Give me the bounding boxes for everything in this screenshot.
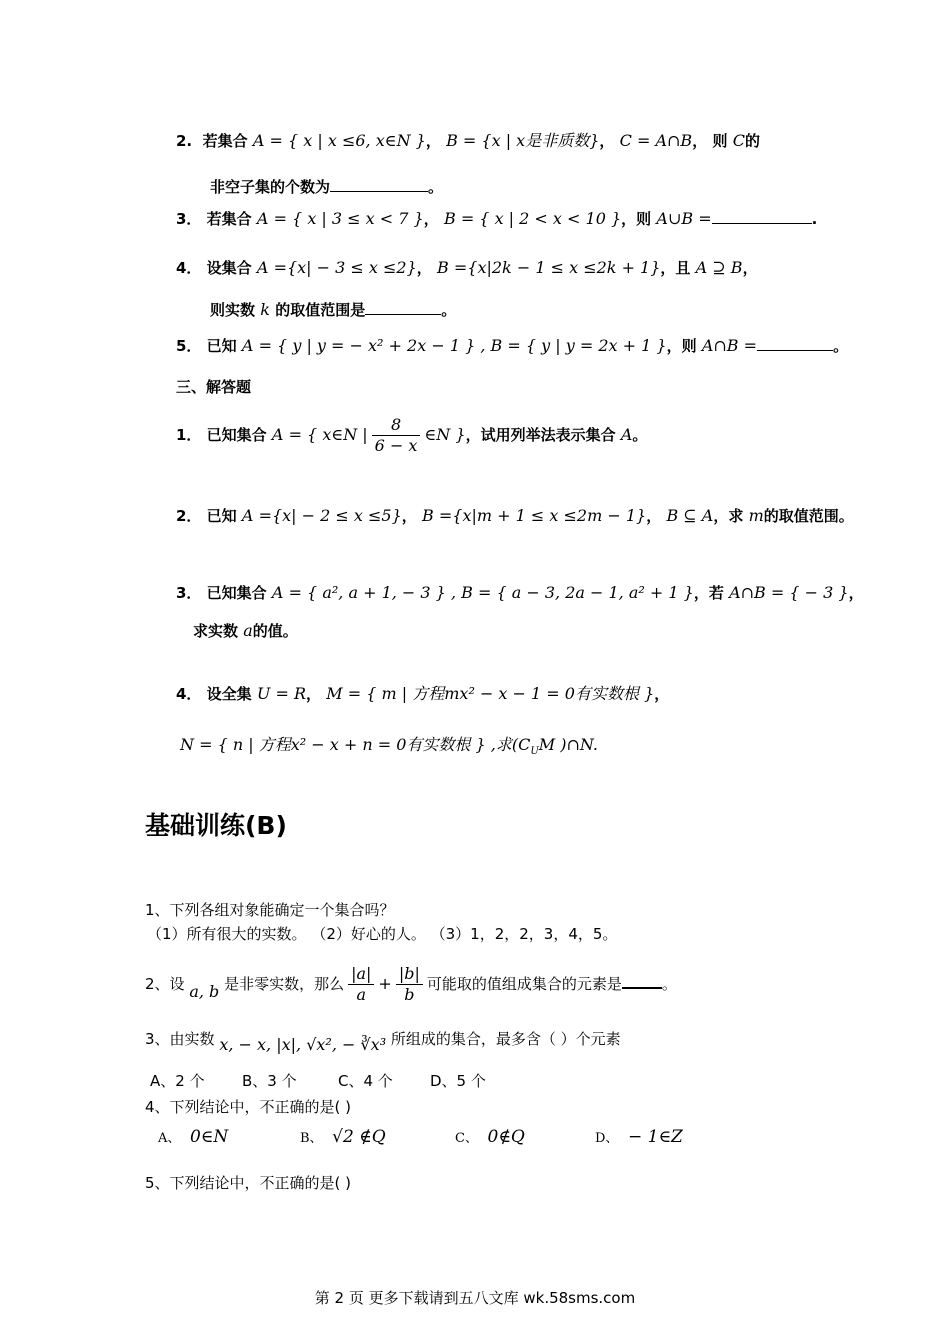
punct: 。 [833, 337, 849, 355]
q-text: 非空子集的个数为 [210, 178, 331, 196]
intersect-expr: A∩B = [701, 336, 758, 355]
sep: ，则 [666, 337, 697, 355]
q-lead: 设集合 [206, 259, 252, 277]
sep: ， [742, 259, 758, 277]
q-text: 2、设 [145, 975, 185, 993]
basic-q3-options [150, 1070, 486, 1092]
sep: ， [654, 685, 670, 703]
option-label: B、 [300, 1131, 323, 1146]
q-lead: 若集合 [206, 210, 252, 228]
option-c[interactable]: C、4 个 [338, 1072, 393, 1090]
fraction-a [348, 964, 374, 1005]
set-a-expr: A = { x | 3 ≤ x < 7 } [256, 209, 424, 228]
page-footer: 第 2 页 更多下载请到五八文库 wk.58sms.com [314, 1289, 636, 1307]
set-b-expr: B = { x | 2 < x < 10 } [443, 209, 622, 228]
basic-q1: 1、下列各组对象能确定一个集合吗？ [145, 901, 395, 919]
var-c: C [732, 131, 745, 150]
option-label: D、 [595, 1131, 619, 1146]
vars-expr: a, b [189, 982, 220, 1001]
sep: ，且 [660, 259, 691, 277]
set-a-expr-end: ∈N } [424, 425, 466, 444]
q-number: 5． [176, 337, 202, 355]
set-n-expr: N = { n | 方程x² − x + n = 0有实数根 } [180, 735, 486, 754]
fill-q4 [176, 257, 758, 279]
punct: . [811, 210, 818, 228]
q-text: 的取值范围。 [763, 507, 854, 525]
q-text: 3、由实数 [145, 1030, 215, 1048]
option-expr: − 1∈Z [627, 1127, 683, 1147]
relation-expr: A ⊇ B [695, 258, 743, 277]
fraction-denominator: 6 − x [374, 436, 418, 455]
condition-expr: A∩B = { − 3 } [729, 583, 849, 602]
q-text: 是非零实数，那么 [224, 975, 345, 993]
fill-q2 [176, 130, 760, 152]
set-b-expr: B ={x|2k − 1 ≤ x ≤2k + 1} [437, 258, 661, 277]
answer-blank[interactable] [365, 300, 441, 315]
fill-q3 [176, 208, 817, 230]
punct: 。 [632, 426, 648, 444]
option-d[interactable] [595, 1127, 683, 1147]
fraction-b [396, 964, 423, 1005]
var-k: k [260, 300, 270, 319]
fill-q4-cont [210, 299, 456, 321]
sep: ， [692, 132, 708, 150]
sep: ， [416, 259, 432, 277]
option-d[interactable]: D、5 个 [430, 1072, 486, 1090]
set-b-expr: B = {x | x是非质数} [446, 131, 600, 150]
q-text: ，试用列举法表示集合 [465, 426, 616, 444]
answer-blank[interactable] [757, 342, 833, 351]
complement-expr: ,求(C [485, 735, 531, 754]
var-a: A [620, 425, 633, 444]
q-lead: 设全集 [206, 685, 252, 703]
fraction-denominator: a [356, 985, 367, 1004]
q-number: 3． [176, 210, 202, 228]
answer-blank[interactable] [712, 215, 812, 224]
answer-q3-cont [193, 620, 298, 642]
answer-blank[interactable] [622, 973, 662, 989]
q-text: 则实数 [210, 301, 256, 319]
option-c[interactable] [455, 1127, 525, 1147]
answer-q4 [176, 683, 669, 705]
option-expr: √2 ∉Q [332, 1127, 386, 1147]
answer-blank[interactable] [330, 177, 428, 192]
basic-q5: 5、下列结论中，不正确的是( ) [145, 1174, 352, 1192]
section-heading: 基础训练(B) [145, 811, 287, 840]
set-b-expr: B = { a − 3, 2a − 1, a² + 1 } [461, 583, 694, 602]
sep: ，则 [621, 210, 652, 228]
set-b-expr: B ={x|m + 1 ≤ x ≤2m − 1} [422, 506, 647, 525]
fill-q5 [176, 335, 848, 357]
q-text: 的取值范围是 [275, 301, 366, 319]
q-number: 1． [176, 426, 202, 444]
fraction-numerator: 8 [372, 415, 421, 436]
fraction-denominator: b [404, 985, 415, 1004]
plus-sign: + [378, 974, 392, 993]
option-b[interactable]: B、3 个 [242, 1072, 297, 1090]
punct: 。 [661, 975, 677, 993]
set-a-expr: A = { x | x ≤6, x∈N } [252, 131, 426, 150]
answer-q1 [176, 412, 647, 458]
word: 的 [744, 132, 760, 150]
answer-q4-cont [180, 734, 598, 763]
answer-q2 [176, 505, 854, 527]
basic-q4: 4、下列结论中，不正确的是( ) [145, 1098, 352, 1116]
sep: ， [306, 685, 322, 703]
option-b[interactable] [300, 1127, 386, 1147]
sep: ，求 [713, 507, 744, 525]
q-text: 可能取的值组成集合的元素是 [426, 975, 622, 993]
punct: 。 [428, 178, 444, 196]
sep: ， [423, 210, 439, 228]
q-lead: 已知 [206, 337, 237, 355]
var-m: m [748, 506, 764, 525]
option-a[interactable] [158, 1127, 228, 1147]
option-expr: 0∉Q [487, 1127, 525, 1147]
option-label: C、 [455, 1131, 478, 1146]
q-lead: 若集合 [202, 132, 248, 150]
set-a-expr: A ={x| − 2 ≤ x ≤5} [241, 506, 402, 525]
basic-q2 [145, 962, 677, 1006]
sep: ，若 [693, 584, 724, 602]
section-title: 三、解答题 [176, 378, 252, 396]
q-number: 4． [176, 685, 202, 703]
q-number: 2. [176, 132, 193, 150]
q-number: 3． [176, 584, 202, 602]
q-text: 的值。 [252, 622, 298, 640]
var-a: a [243, 621, 253, 640]
sep: , [445, 583, 462, 602]
sep: ， [646, 507, 662, 525]
complement-expr-end: M )∩N. [538, 735, 598, 754]
sep: , [475, 336, 491, 355]
set-a-expr: A = { y | y = − x² + 2x − 1 } [241, 336, 476, 355]
set-m-expr: M = { m | 方程mx² − x − 1 = 0有实数根 } [326, 684, 655, 703]
sep: ， [599, 132, 615, 150]
set-a-expr: A = { x∈N | [271, 425, 368, 444]
answer-q3 [176, 582, 864, 604]
union-expr: A∪B = [656, 209, 712, 228]
option-a[interactable]: A、2 个 [150, 1072, 205, 1090]
fraction-numerator: |a| [348, 964, 374, 985]
q-lead: 已知 [206, 507, 237, 525]
option-expr: 0∈N [189, 1127, 229, 1147]
sep: ， [401, 507, 417, 525]
punct: 。 [441, 301, 457, 319]
fraction-numerator: |b| [396, 964, 423, 985]
option-label: A、 [158, 1131, 181, 1146]
set-b-expr: B = { y | y = 2x + 1 } [490, 336, 667, 355]
basic-q3 [145, 1028, 621, 1054]
q-text: 求实数 [193, 622, 239, 640]
q-number: 2． [176, 507, 202, 525]
fill-q2-cont [210, 176, 443, 198]
word: 则 [712, 132, 728, 150]
q-lead: 已知集合 [206, 584, 267, 602]
q-text: 所组成的集合，最多含（ ）个元素 [390, 1030, 621, 1048]
subscript: U [530, 746, 539, 757]
set-a-expr: A ={x| − 3 ≤ x ≤2} [256, 258, 417, 277]
relation-expr: B ⊆ A [666, 506, 714, 525]
sep: ， [425, 132, 441, 150]
set-a-expr: A = { a², a + 1, − 3 } [271, 583, 446, 602]
real-numbers-expr: x, − x, |x|, √x², − ∛x³ [219, 1035, 387, 1054]
universal-set-expr: U = R [256, 684, 307, 703]
set-c-expr: C = A∩B [619, 131, 693, 150]
sep: ， [848, 584, 864, 602]
q-lead: 已知集合 [206, 426, 267, 444]
fraction [372, 415, 421, 456]
basic-q1-items: （1）所有很大的实数。 （2）好心的人。 （3）1，2，2，3，4，5。 [147, 925, 618, 943]
q-number: 4． [176, 259, 202, 277]
